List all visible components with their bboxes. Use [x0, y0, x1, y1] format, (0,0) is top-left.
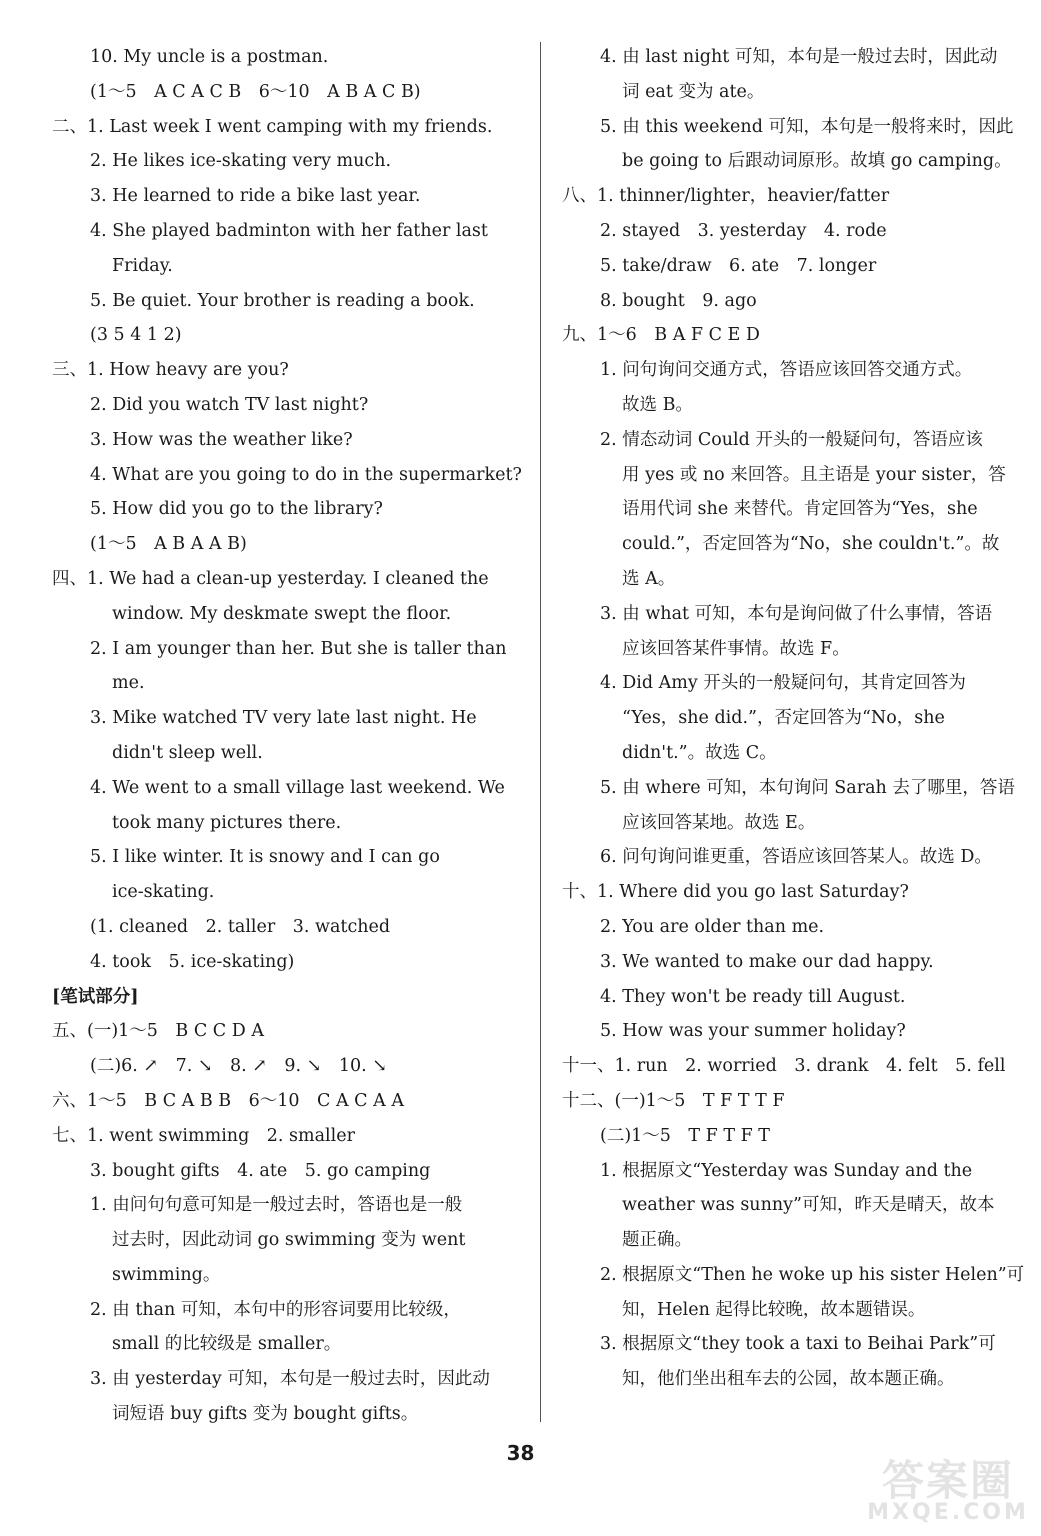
explanation-line: 用 yes 或 no 来回答。且主语是 your sister，答: [622, 464, 1006, 485]
answer-key-line: (1. cleaned 2. taller 3. watched: [90, 916, 391, 937]
text-line: 3. How was the weather like?: [90, 429, 353, 450]
text-line: 5. Be quiet. Your brother is reading a book.: [90, 290, 475, 311]
text-line: 3. We wanted to make our dad happy.: [600, 951, 934, 972]
section-ten-heading: 十、1. Where did you go last Saturday?: [562, 882, 909, 903]
text-line: 10. My uncle is a postman.: [90, 47, 329, 67]
text-line: 3. Mike watched TV very late last night. He: [90, 708, 477, 729]
section-eleven-heading: 十一、1. run 2. worried 3. drank 4. felt 5. fell: [562, 1056, 1006, 1077]
text-line: 5. How was your summer holiday?: [600, 1021, 906, 1042]
explanation-line: didn't.”。故选 C。: [622, 742, 777, 763]
explanation-line: 选 A。: [622, 568, 676, 589]
answer-key-line: 4. took 5. ice-skating): [90, 951, 295, 972]
explanation-line: swimming。: [112, 1264, 221, 1285]
right-column: [562, 40, 1025, 1397]
text-line: 5. How did you go to the library?: [90, 499, 383, 520]
explanation-line: 应该回答某地。故选 E。: [622, 812, 816, 833]
explanation-line: 过去时，因此动词 go swimming 变为 went: [112, 1230, 466, 1251]
text-line: 4. They won't be ready till August.: [600, 986, 906, 1007]
text-line: 4. What are you going to do in the supermarket?: [90, 464, 522, 485]
section-nine-heading: 九、1～6 B A F C E D: [562, 325, 760, 346]
explanation-line: 知，Helen 起得比较晚，故本题错误。: [622, 1299, 926, 1320]
explanation-line: could.”，否定回答为“No，she couldn't.”。故: [622, 534, 1000, 555]
explanation-line: 2. 根据原文“Then he woke up his sister Helen”可: [600, 1264, 1025, 1285]
section-six-heading: 六、1～5 B C A B B 6～10 C A C A A: [52, 1090, 404, 1111]
explanation-line: 题正确。: [622, 1230, 692, 1251]
explanation-line: 2. 情态动词 Could 开头的一般疑问句，答语应该: [600, 429, 983, 450]
text-line: 2. stayed 3. yesterday 4. rode: [600, 220, 887, 241]
left-column: [52, 40, 530, 1432]
explanation-line: 3. 由 yesterday 可知，本句是一般过去时，因此动: [90, 1369, 490, 1390]
text-line: 5. take/draw 6. ate 7. longer: [600, 255, 877, 276]
text-line: me.: [112, 673, 145, 694]
text-line: 5. I like winter. It is snowy and I can go: [90, 847, 440, 868]
explanation-line: 词 eat 变为 ate。: [622, 81, 765, 102]
watermark-logo-text: 答案圈: [881, 1456, 1014, 1505]
explanation-line: weather was sunny”可知，昨天是晴天，故本: [622, 1195, 995, 1216]
text-line: 3. He learned to ride a bike last year.: [90, 186, 421, 207]
text-line: Friday.: [112, 255, 173, 276]
explanation-line: 知，他们坐出租车去的公园，故本题正确。: [622, 1369, 955, 1390]
explanation-line: small 的比较级是 smaller。: [112, 1334, 342, 1355]
section-two-heading: 二、1. Last week I went camping with my friends.: [52, 116, 493, 137]
explanation-line: 4. Did Amy 开头的一般疑问句，其肯定回答为: [600, 673, 966, 694]
page-number: 38: [506, 1441, 535, 1465]
section-five-heading: 五、(一)1～5 B C C D A: [52, 1021, 264, 1042]
explanation-line: 1. 根据原文“Yesterday was Sunday and the: [600, 1160, 973, 1181]
explanation-line: 3. 由 what 可知，本句是询问做了什么事情，答语: [600, 603, 993, 624]
explanation-line: 1. 问句询问交通方式，答语应该回答交通方式。: [600, 360, 973, 381]
text-line: 8. bought 9. ago: [600, 290, 757, 311]
section-seven-heading: 七、1. went swimming 2. smaller: [52, 1125, 355, 1146]
section-twelve-heading: 十二、(一)1～5 T F T T F: [562, 1090, 785, 1111]
text-line: didn't sleep well.: [112, 742, 263, 763]
explanation-line: 6. 问句询问谁更重，答语应该回答某人。故选 D。: [600, 847, 992, 868]
explanation-line: 1. 由问句句意可知是一般过去时，答语也是一般: [90, 1195, 463, 1216]
text-line: 2. You are older than me.: [600, 916, 825, 937]
watermark: [862, 1448, 1034, 1530]
section-eight-heading: 八、1. thinner/lighter，heavier/fatter: [562, 186, 890, 207]
explanation-line: 应该回答某件事情。故选 F。: [622, 638, 850, 659]
text-line: 4. She played badminton with her father last: [90, 220, 488, 241]
answer-key-line: (1～5 A B A A B): [90, 534, 247, 555]
answer-key-line: (1～5 A C A C B 6～10 A B A C B): [90, 81, 421, 102]
explanation-line: 语用代词 she 来替代。肯定回答为“Yes，she: [622, 499, 978, 520]
explanation-line: 2. 由 than 可知，本句中的形容词要用比较级，: [90, 1299, 461, 1320]
section-three-heading: 三、1. How heavy are you?: [52, 360, 289, 381]
answer-key-line: (二)6. ↗ 7. ↘ 8. ↗ 9. ↘ 10. ↘: [90, 1056, 387, 1077]
column-divider: [540, 42, 541, 1422]
text-line: 4. We went to a small village last weekend. We: [90, 777, 505, 798]
explanation-line: 故选 B。: [622, 394, 693, 415]
section-four-heading: 四、1. We had a clean-up yesterday. I cleaned the: [52, 568, 489, 589]
text-line: 2. He likes ice-skating very much.: [90, 151, 392, 172]
explanation-line: be going to 后跟动词原形。故填 go camping。: [622, 151, 1012, 172]
text-line: 3. bought gifts 4. ate 5. go camping: [90, 1160, 431, 1181]
written-part-heading: [笔试部分]: [52, 986, 139, 1007]
explanation-line: “Yes，she did.”，否定回答为“No，she: [622, 708, 945, 729]
text-line: 2. Did you watch TV last night?: [90, 394, 369, 415]
text-line: took many pictures there.: [112, 812, 342, 833]
answer-key-line: (二)1～5 T F T F T: [600, 1125, 770, 1146]
watermark-site-text: MXQE.COM: [867, 1500, 1029, 1525]
answer-key-line: (3 5 4 1 2): [90, 325, 182, 346]
explanation-line: 5. 由 this weekend 可知，本句是一般将来时，因此: [600, 116, 1014, 137]
explanation-line: 词短语 buy gifts 变为 bought gifts。: [112, 1404, 419, 1425]
text-line: 2. I am younger than her. But she is taller than: [90, 638, 507, 659]
explanation-line: 4. 由 last night 可知，本句是一般过去时，因此动: [600, 47, 998, 67]
text-line: window. My deskmate swept the floor.: [112, 603, 452, 624]
explanation-line: 3. 根据原文“they took a taxi to Beihai Park”可: [600, 1334, 996, 1355]
text-line: ice-skating.: [112, 882, 215, 903]
explanation-line: 5. 由 where 可知，本句询问 Sarah 去了哪里，答语: [600, 777, 1015, 798]
